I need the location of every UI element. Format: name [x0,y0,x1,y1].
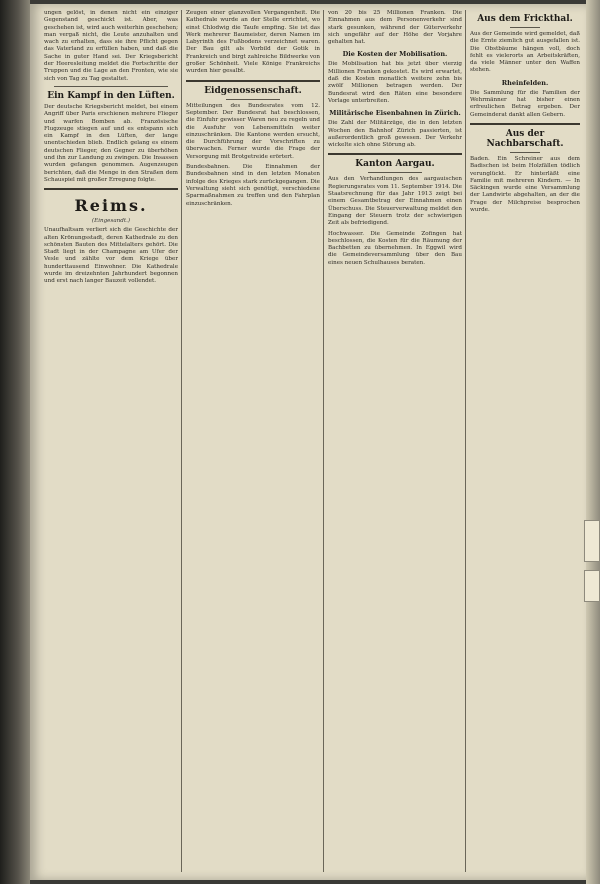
article-text: Baden. Ein Schreiner aus dem Badischen ist beim Holzfällen tödlich verunglückt. Er hinterläßt eine Familie mit mehreren Kindern. — In Säckingen wurde eine Versammlung der Landwirte abgehalten, an der die Frage der Milchpreise besprochen wurde. [470,155,580,214]
separator [510,27,540,28]
column-2 [186,10,320,872]
newspaper-page [30,4,586,880]
column-rule [181,10,182,872]
column-1 [44,10,178,872]
headline-zuerich: Militärische Eisenbahnen in Zürich. [329,109,461,118]
article-text: Unaufhaltsam verliert sich die Geschichte der alten Krönungsstadt, deren Kathedrale zu den schönsten Bauten des Mittelalters gehört. Die Stadt liegt in der Champagne am Ufer der Vesle und zählte vor dem Kriege über hunderttausend Einwohner. Die Kathedrale wurde im dreizehnten Jahrhundert begonnen und erst nach langer Bauzeit vollendet. [44,227,178,285]
column-4 [470,10,580,872]
article-text: Mitteilungen des Bundesrates vom 12. September. Der Bundesrat hat beschlossen, die Einfuhr gewisser Waren neu zu regeln und die Ausfuhr von Lebensmitteln weiter einzuschränken. Die Kantone werden ersucht, die Durchführung der Vorschriften zu überwachen. Ferner wurde die Frage der Versorgung mit Brotgetreide erörtert. [186,102,320,160]
headline-nachbarschaft: Aus der Nachbarschaft. [486,128,564,149]
headline-rheinfelden: Rheinfelden. [501,78,549,87]
subheadline: (Eingesandt.) [91,218,131,225]
separator [186,80,320,82]
headline-eidgenossenschaft: Eidgenossenschaft. [204,85,302,96]
headline-frickthal: Aus dem Frickthal. [477,14,573,24]
separator [510,152,540,153]
article-text: Bundesbahnen. Die Einnahmen der Bundesbahnen sind in den letzten Monaten infolge des Krieges stark zurückgegangen. Die Verwaltung sieht sich genötigt, verschiedene Sparmaßnahmen zu treffen und den Fahrplan einzuschränken. [186,164,320,207]
column-3 [328,10,462,872]
page-tab [584,520,600,562]
separator [54,86,168,87]
article-text: Hochwasser. Die Gemeinde Zofingen hat beschlossen, die Kosten für die Räumung der Bachbetten zu übernehmen. In Eggwil wird die Gemeindeversammlung über den Bau eines neuen Schulhauses beraten. [328,230,462,266]
page-tab [584,570,600,602]
separator [328,153,462,155]
article-text: von 20 bis 25 Millionen Franken. Die Einnahmen aus dem Personenverkehr sind stark gesunken, während der Güterverkehr sich ungefähr auf der Höhe der Vorjahre gehalten hat. [328,10,462,46]
book-binding [0,0,30,884]
article-text: Die Zahl der Militärzüge, die in den letzten Wochen den Bahnhof Zürich passierten, ist außerordentlich groß gewesen. Der Verkehr wickelte sich ohne Störung ab. [328,120,462,149]
column-rule [465,10,466,872]
article-text: Aus der Gemeinde wird gemeldet, daß die Ernte ziemlich gut ausgefallen ist. Die Obstbäume hängen voll, doch fehlt es vielerorts an Arbeitskräften, da viele Männer unter den Waffen stehen. [470,31,580,74]
article-text: Der deutsche Kriegsbericht meldet, bei einem Angriff über Paris erschienen mehrere Flieger und warfen Bomben ab. Französische Flugzeuge stiegen auf und es entspann sich ein Kampf in den Lüften, der lange unentschieden blieb. Endlich gelang es einem deutschen Flieger, den Gegner zu überhöhen und ihn zur Landung zu zwingen. Die Insassen wurden gefangen genommen. Augenzeugen berichten, daß die Menge in den Straßen dem Schauspiel mit großer Erregung folgte. [44,103,178,183]
next-page-edge [586,0,600,884]
separator [226,99,280,100]
article-text: Die Mobilisation hat bis jetzt über vierzig Millionen Franken gekostet. Es wird erwartet, daß die Kosten monatlich weitere zehn bis zwölf Millionen betragen werden. Der Bundesrat wird den Räten eine besondere Vorlage unterbreiten. [328,61,462,104]
column-rule [323,10,324,872]
headline-mobilisation: Die Kosten der Mobilisation. [342,50,448,59]
headline-kampf: Ein Kampf in den Lüften. [47,90,175,101]
separator [470,123,580,125]
separator [44,188,178,190]
article-text: Die Sammlung für die Familien der Wehrmänner hat bisher einen erfreulichen Betrag ergeben. Der Gemeinderat dankt allen Gebern. [470,89,580,118]
headline-reims: Reims. [74,196,148,216]
headline-aargau: Kanton Aargau. [355,159,435,170]
article-text: Zeugen einer glanzvollen Vergangenheit. Die Kathedrale wurde an der Stelle errichtet, wo einst Chlodwig die Taufe empfing. Sie ist das Werk mehrerer Baumeister, deren Namen im Labyrinth des Fußbodens verzeichnet waren. Der Bau gilt als Vorbild der Gotik in Frankreich und birgt zahlreiche Bildwerke von großer Schönheit. Viele Könige Frankreichs wurden hier gesalbt. [186,10,320,75]
separator [368,172,422,173]
article-text: Aus den Verhandlungen des aargauischen Regierungsrates vom 11. September 1914. Die Staatsrechnung für das Jahr 1913 zeigt bei einem Gesamtbetrag der Einnahmen einen Überschuss. Die Steuerverwaltung meldet den Eingang der Steuern trotz der schwierigen Zeit als befriedigend. [328,176,462,227]
article-text: ungen gelöst, in denen nicht ein einziger Gegenstand geschickt ist. Aber, was geschehen ist, wird auch weiterhin geschehen; man vergaß nicht, die Leute anzuhalten und wach zu erhalten, dass sie ihre Pflicht gegen das Vaterland zu erfüllen haben, und daß die Sache in guter Hand sei. Der Kriegsbericht der Heeresleitung meldet die Fortschritte der Truppen und die Lage an den Fronten, wie sie sich von Tag zu Tag gestaltet. [44,10,178,82]
